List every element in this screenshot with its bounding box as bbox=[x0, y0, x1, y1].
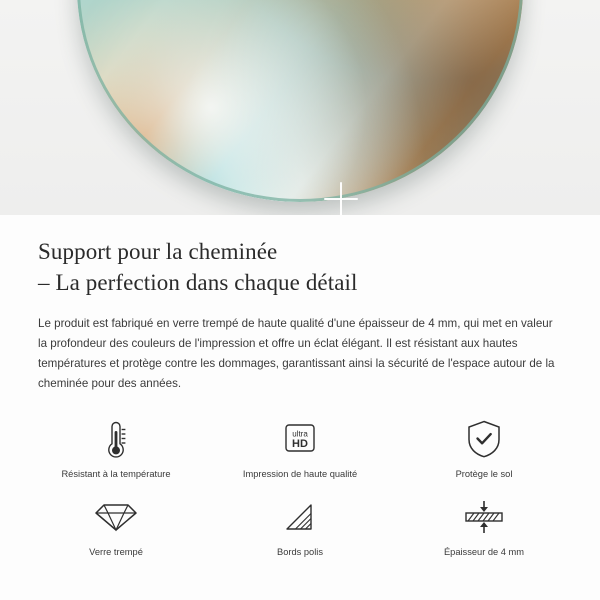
feature-label: Bords polis bbox=[277, 546, 323, 557]
thickness-4mm-icon bbox=[462, 494, 506, 540]
polished-edges-icon bbox=[283, 494, 317, 540]
feature-item-thickness bbox=[392, 494, 576, 558]
feature-label: Épaisseur de 4 mm bbox=[443, 546, 525, 557]
feature-label: Verre trempé bbox=[89, 546, 143, 557]
page-title bbox=[38, 237, 562, 298]
feature-label: Résistant à la température bbox=[61, 468, 171, 479]
feature-label: Protège le sol bbox=[455, 468, 513, 479]
diamond-icon bbox=[95, 494, 137, 540]
feature-item-polished-edges bbox=[208, 494, 392, 558]
ultra-hd-icon bbox=[281, 416, 319, 462]
feature-grid bbox=[0, 416, 600, 558]
hero-image bbox=[0, 0, 600, 215]
feature-item-print-quality bbox=[208, 416, 392, 480]
svg-text:ultra: ultra bbox=[292, 429, 308, 439]
round-glass-panel-image bbox=[77, 0, 523, 202]
description-paragraph: Le produit est fabriqué en verre trempé de haute qualité d'une épaisseur de 4 mm, qui met en valeur la profondeur des couleurs de l'impression et offre un éclat élégant. Il est résistant aux hautes températures et protège contre les dommages, garantissant ainsi la sécurité de l'espace autour de la cheminée pour des années. bbox=[38, 317, 555, 390]
feature-item-tempered-glass bbox=[24, 494, 208, 558]
shield-check-icon bbox=[466, 416, 502, 462]
headline-line-2: – La perfection dans chaque détail bbox=[38, 269, 358, 295]
headline-line-1: Support pour la cheminée bbox=[38, 239, 278, 264]
thermometer-icon bbox=[103, 416, 129, 462]
feature-label: Impression de haute qualité bbox=[242, 468, 358, 479]
feature-item-floor-protection bbox=[392, 416, 576, 480]
text-content bbox=[0, 215, 600, 394]
feature-item-temperature bbox=[24, 416, 208, 480]
svg-text:HD: HD bbox=[292, 437, 308, 450]
